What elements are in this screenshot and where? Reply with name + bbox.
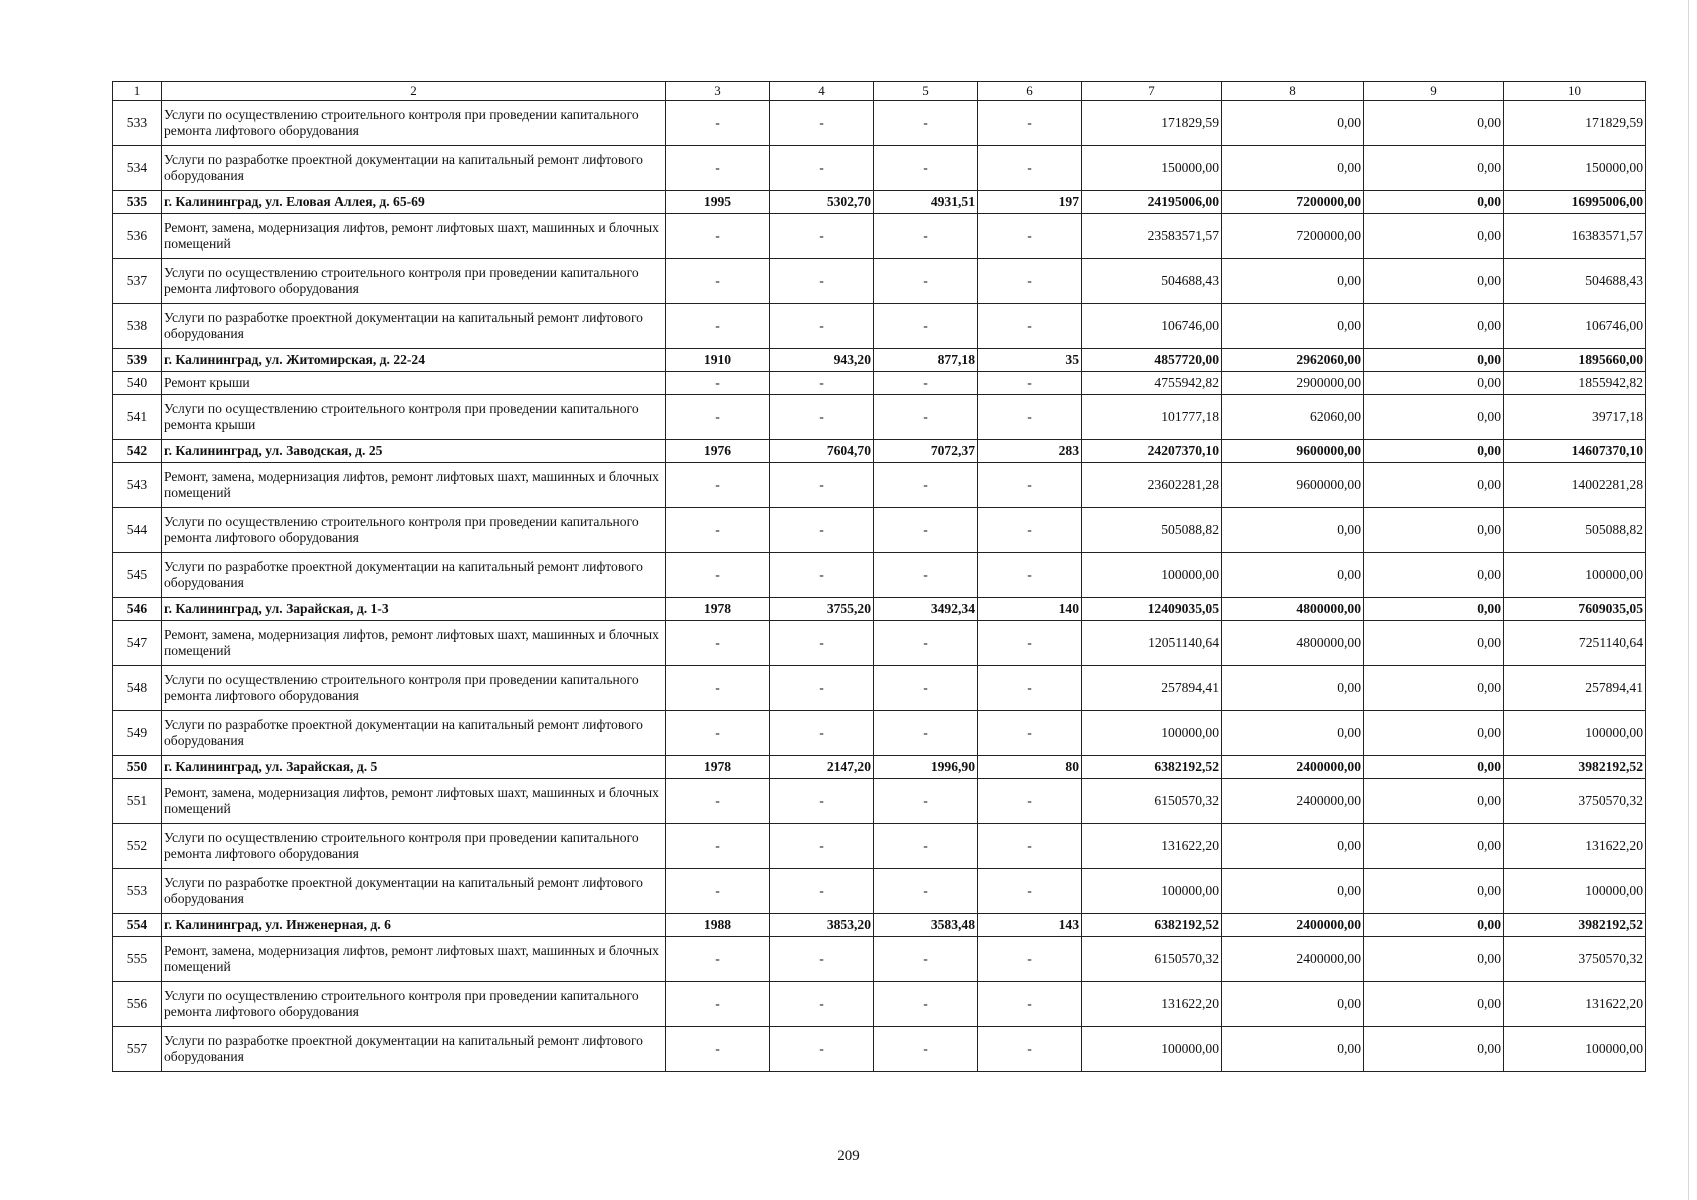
- cell-col-5: -: [874, 824, 978, 869]
- cell-col-5: -: [874, 553, 978, 598]
- cell-col-5: 877,18: [874, 349, 978, 372]
- cell-col-8: 0,00: [1222, 1027, 1364, 1072]
- work-description: Услуги по разработке проектной документации на капитальный ремонт лифтового оборудования: [162, 869, 666, 914]
- cell-col-8: 9600000,00: [1222, 463, 1364, 508]
- cell-col-3: -: [666, 982, 770, 1027]
- work-description: Ремонт, замена, модернизация лифтов, ремонт лифтовых шахт, машинных и блочных помещений: [162, 463, 666, 508]
- cell-col-9: 0,00: [1364, 553, 1504, 598]
- table-row: [113, 304, 1646, 349]
- cell-col-10: 505088,82: [1504, 508, 1646, 553]
- cell-col-4: -: [770, 463, 874, 508]
- capital-repair-table: [112, 81, 1646, 1072]
- row-number: 542: [113, 440, 162, 463]
- cell-col-8: 0,00: [1222, 824, 1364, 869]
- cell-col-5: -: [874, 869, 978, 914]
- table-row-address: [113, 349, 1646, 372]
- page-number: 209: [837, 1148, 860, 1164]
- cell-col-10: 100000,00: [1504, 553, 1646, 598]
- cell-col-4: -: [770, 304, 874, 349]
- cell-col-4: 5302,70: [770, 191, 874, 214]
- cell-col-9: 0,00: [1364, 372, 1504, 395]
- cell-col-4: 3755,20: [770, 598, 874, 621]
- cell-col-10: 3982192,52: [1504, 756, 1646, 779]
- cell-col-10: 3982192,52: [1504, 914, 1646, 937]
- cell-col-3: 1910: [666, 349, 770, 372]
- cell-col-9: 0,00: [1364, 259, 1504, 304]
- cell-col-9: 0,00: [1364, 395, 1504, 440]
- work-description: Услуги по разработке проектной документации на капитальный ремонт лифтового оборудования: [162, 304, 666, 349]
- row-number: 538: [113, 304, 162, 349]
- cell-col-9: 0,00: [1364, 508, 1504, 553]
- header-cell: 10: [1504, 82, 1646, 101]
- cell-col-5: -: [874, 304, 978, 349]
- cell-col-3: 1995: [666, 191, 770, 214]
- cell-col-5: -: [874, 937, 978, 982]
- cell-col-10: 100000,00: [1504, 711, 1646, 756]
- row-number: 555: [113, 937, 162, 982]
- cell-col-3: 1978: [666, 598, 770, 621]
- row-number: 548: [113, 666, 162, 711]
- cell-col-10: 3750570,32: [1504, 937, 1646, 982]
- cell-col-10: 3750570,32: [1504, 779, 1646, 824]
- cell-col-7: 4857720,00: [1082, 349, 1222, 372]
- cell-col-7: 23602281,28: [1082, 463, 1222, 508]
- cell-col-5: 3583,48: [874, 914, 978, 937]
- header-cell: 9: [1364, 82, 1504, 101]
- cell-col-8: 0,00: [1222, 259, 1364, 304]
- cell-col-9: 0,00: [1364, 1027, 1504, 1072]
- table-row: [113, 666, 1646, 711]
- header-cell: 3: [666, 82, 770, 101]
- cell-col-7: 100000,00: [1082, 553, 1222, 598]
- table-row-address: [113, 598, 1646, 621]
- cell-col-8: 0,00: [1222, 711, 1364, 756]
- cell-col-6: -: [978, 1027, 1082, 1072]
- cell-col-7: 6150570,32: [1082, 779, 1222, 824]
- cell-col-9: 0,00: [1364, 711, 1504, 756]
- cell-col-6: -: [978, 146, 1082, 191]
- cell-col-7: 504688,43: [1082, 259, 1222, 304]
- row-number: 556: [113, 982, 162, 1027]
- cell-col-10: 7609035,05: [1504, 598, 1646, 621]
- cell-col-7: 100000,00: [1082, 869, 1222, 914]
- address-cell: г. Калининград, ул. Еловая Аллея, д. 65-69: [162, 191, 666, 214]
- cell-col-10: 7251140,64: [1504, 621, 1646, 666]
- cell-col-4: 3853,20: [770, 914, 874, 937]
- cell-col-4: -: [770, 214, 874, 259]
- table-row: [113, 779, 1646, 824]
- cell-col-3: -: [666, 779, 770, 824]
- cell-col-8: 2400000,00: [1222, 914, 1364, 937]
- cell-col-5: 1996,90: [874, 756, 978, 779]
- cell-col-9: 0,00: [1364, 440, 1504, 463]
- row-number: 540: [113, 372, 162, 395]
- cell-col-8: 9600000,00: [1222, 440, 1364, 463]
- cell-col-6: -: [978, 869, 1082, 914]
- header-cell: 6: [978, 82, 1082, 101]
- cell-col-8: 4800000,00: [1222, 621, 1364, 666]
- work-description: Услуги по осуществлению строительного контроля при проведении капитального ремонта лифтового оборудования: [162, 508, 666, 553]
- cell-col-9: 0,00: [1364, 304, 1504, 349]
- cell-col-9: 0,00: [1364, 621, 1504, 666]
- cell-col-10: 14002281,28: [1504, 463, 1646, 508]
- cell-col-8: 4800000,00: [1222, 598, 1364, 621]
- address-cell: г. Калининград, ул. Житомирская, д. 22-24: [162, 349, 666, 372]
- cell-col-8: 0,00: [1222, 869, 1364, 914]
- cell-col-10: 504688,43: [1504, 259, 1646, 304]
- row-number: 545: [113, 553, 162, 598]
- cell-col-6: 35: [978, 349, 1082, 372]
- cell-col-6: -: [978, 372, 1082, 395]
- cell-col-3: -: [666, 666, 770, 711]
- cell-col-10: 131622,20: [1504, 824, 1646, 869]
- work-description: Услуги по разработке проектной документации на капитальный ремонт лифтового оборудования: [162, 146, 666, 191]
- cell-col-6: -: [978, 101, 1082, 146]
- cell-col-3: -: [666, 621, 770, 666]
- cell-col-6: -: [978, 666, 1082, 711]
- cell-col-6: -: [978, 779, 1082, 824]
- cell-col-3: -: [666, 553, 770, 598]
- cell-col-3: -: [666, 1027, 770, 1072]
- header-cell: 4: [770, 82, 874, 101]
- cell-col-8: 2400000,00: [1222, 937, 1364, 982]
- cell-col-6: -: [978, 463, 1082, 508]
- cell-col-8: 0,00: [1222, 146, 1364, 191]
- cell-col-7: 24195006,00: [1082, 191, 1222, 214]
- cell-col-4: -: [770, 101, 874, 146]
- cell-col-6: 197: [978, 191, 1082, 214]
- cell-col-3: 1988: [666, 914, 770, 937]
- cell-col-5: -: [874, 214, 978, 259]
- cell-col-4: -: [770, 779, 874, 824]
- table-row: [113, 711, 1646, 756]
- table-row: [113, 621, 1646, 666]
- cell-col-6: -: [978, 395, 1082, 440]
- work-description: Ремонт, замена, модернизация лифтов, ремонт лифтовых шахт, машинных и блочных помещений: [162, 621, 666, 666]
- work-description: Услуги по осуществлению строительного контроля при проведении капитального ремонта лифтового оборудования: [162, 666, 666, 711]
- cell-col-9: 0,00: [1364, 914, 1504, 937]
- work-description: Услуги по осуществлению строительного контроля при проведении капитального ремонта лифтового оборудования: [162, 824, 666, 869]
- cell-col-5: -: [874, 982, 978, 1027]
- cell-col-7: 106746,00: [1082, 304, 1222, 349]
- cell-col-3: -: [666, 214, 770, 259]
- cell-col-7: 4755942,82: [1082, 372, 1222, 395]
- table-row-address: [113, 440, 1646, 463]
- row-number: 546: [113, 598, 162, 621]
- cell-col-4: -: [770, 711, 874, 756]
- cell-col-6: -: [978, 553, 1082, 598]
- cell-col-7: 131622,20: [1082, 982, 1222, 1027]
- row-number: 554: [113, 914, 162, 937]
- cell-col-9: 0,00: [1364, 214, 1504, 259]
- cell-col-10: 131622,20: [1504, 982, 1646, 1027]
- cell-col-10: 150000,00: [1504, 146, 1646, 191]
- cell-col-6: -: [978, 982, 1082, 1027]
- row-number: 536: [113, 214, 162, 259]
- address-cell: г. Калининград, ул. Зарайская, д. 5: [162, 756, 666, 779]
- row-number: 544: [113, 508, 162, 553]
- row-number: 551: [113, 779, 162, 824]
- cell-col-3: -: [666, 508, 770, 553]
- cell-col-3: 1976: [666, 440, 770, 463]
- table-row: [113, 395, 1646, 440]
- cell-col-3: -: [666, 937, 770, 982]
- table-row: [113, 937, 1646, 982]
- row-number: 543: [113, 463, 162, 508]
- cell-col-8: 2400000,00: [1222, 756, 1364, 779]
- cell-col-4: -: [770, 666, 874, 711]
- table-row: [113, 824, 1646, 869]
- cell-col-6: 80: [978, 756, 1082, 779]
- cell-col-8: 2900000,00: [1222, 372, 1364, 395]
- cell-col-10: 1895660,00: [1504, 349, 1646, 372]
- cell-col-4: 7604,70: [770, 440, 874, 463]
- address-cell: г. Калининград, ул. Инженерная, д. 6: [162, 914, 666, 937]
- header-cell: 8: [1222, 82, 1364, 101]
- cell-col-5: 3492,34: [874, 598, 978, 621]
- work-description: Ремонт, замена, модернизация лифтов, ремонт лифтовых шахт, машинных и блочных помещений: [162, 779, 666, 824]
- cell-col-8: 0,00: [1222, 304, 1364, 349]
- cell-col-8: 7200000,00: [1222, 191, 1364, 214]
- cell-col-7: 505088,82: [1082, 508, 1222, 553]
- cell-col-10: 16383571,57: [1504, 214, 1646, 259]
- work-description: Услуги по разработке проектной документации на капитальный ремонт лифтового оборудования: [162, 1027, 666, 1072]
- cell-col-5: -: [874, 508, 978, 553]
- cell-col-3: -: [666, 372, 770, 395]
- header-cell: 1: [113, 82, 162, 101]
- cell-col-4: -: [770, 553, 874, 598]
- cell-col-7: 6382192,52: [1082, 914, 1222, 937]
- cell-col-9: 0,00: [1364, 666, 1504, 711]
- cell-col-9: 0,00: [1364, 779, 1504, 824]
- table-row: [113, 508, 1646, 553]
- header-cell: 5: [874, 82, 978, 101]
- row-number: 535: [113, 191, 162, 214]
- cell-col-7: 100000,00: [1082, 711, 1222, 756]
- cell-col-8: 0,00: [1222, 666, 1364, 711]
- cell-col-8: 0,00: [1222, 553, 1364, 598]
- cell-col-3: 1978: [666, 756, 770, 779]
- row-number: 539: [113, 349, 162, 372]
- address-cell: г. Калининград, ул. Заводская, д. 25: [162, 440, 666, 463]
- cell-col-9: 0,00: [1364, 937, 1504, 982]
- cell-col-6: -: [978, 259, 1082, 304]
- cell-col-9: 0,00: [1364, 598, 1504, 621]
- cell-col-10: 100000,00: [1504, 1027, 1646, 1072]
- cell-col-8: 0,00: [1222, 508, 1364, 553]
- table-row: [113, 869, 1646, 914]
- cell-col-6: -: [978, 621, 1082, 666]
- cell-col-4: -: [770, 824, 874, 869]
- cell-col-4: -: [770, 259, 874, 304]
- cell-col-4: -: [770, 395, 874, 440]
- cell-col-9: 0,00: [1364, 463, 1504, 508]
- header-cell: 7: [1082, 82, 1222, 101]
- table-row: [113, 372, 1646, 395]
- row-number: 541: [113, 395, 162, 440]
- cell-col-6: -: [978, 508, 1082, 553]
- cell-col-6: 140: [978, 598, 1082, 621]
- row-number: 537: [113, 259, 162, 304]
- cell-col-7: 12051140,64: [1082, 621, 1222, 666]
- cell-col-7: 101777,18: [1082, 395, 1222, 440]
- work-description: Услуги по осуществлению строительного контроля при проведении капитального ремонта лифтового оборудования: [162, 982, 666, 1027]
- table-row: [113, 463, 1646, 508]
- cell-col-3: -: [666, 259, 770, 304]
- work-description: Услуги по разработке проектной документации на капитальный ремонт лифтового оборудования: [162, 553, 666, 598]
- cell-col-5: -: [874, 666, 978, 711]
- cell-col-7: 12409035,05: [1082, 598, 1222, 621]
- cell-col-6: 283: [978, 440, 1082, 463]
- cell-col-5: -: [874, 463, 978, 508]
- cell-col-9: 0,00: [1364, 869, 1504, 914]
- work-description: Ремонт, замена, модернизация лифтов, ремонт лифтовых шахт, машинных и блочных помещений: [162, 214, 666, 259]
- cell-col-7: 257894,41: [1082, 666, 1222, 711]
- cell-col-9: 0,00: [1364, 824, 1504, 869]
- cell-col-3: -: [666, 711, 770, 756]
- row-number: 552: [113, 824, 162, 869]
- cell-col-8: 7200000,00: [1222, 214, 1364, 259]
- work-description: Ремонт, замена, модернизация лифтов, ремонт лифтовых шахт, машинных и блочных помещений: [162, 937, 666, 982]
- column-number-header: [113, 82, 1646, 101]
- cell-col-10: 100000,00: [1504, 869, 1646, 914]
- cell-col-4: -: [770, 1027, 874, 1072]
- cell-col-6: 143: [978, 914, 1082, 937]
- cell-col-10: 106746,00: [1504, 304, 1646, 349]
- cell-col-6: -: [978, 711, 1082, 756]
- table-row: [113, 553, 1646, 598]
- cell-col-4: -: [770, 937, 874, 982]
- cell-col-9: 0,00: [1364, 349, 1504, 372]
- cell-col-10: 39717,18: [1504, 395, 1646, 440]
- cell-col-8: 62060,00: [1222, 395, 1364, 440]
- table-row: [113, 214, 1646, 259]
- table-row: [113, 1027, 1646, 1072]
- work-description: Услуги по осуществлению строительного контроля при проведении капитального ремонта лифтового оборудования: [162, 259, 666, 304]
- cell-col-6: -: [978, 214, 1082, 259]
- cell-col-10: 14607370,10: [1504, 440, 1646, 463]
- row-number: 557: [113, 1027, 162, 1072]
- cell-col-3: -: [666, 101, 770, 146]
- row-number: 549: [113, 711, 162, 756]
- cell-col-9: 0,00: [1364, 982, 1504, 1027]
- cell-col-4: -: [770, 508, 874, 553]
- cell-col-5: -: [874, 259, 978, 304]
- cell-col-5: -: [874, 395, 978, 440]
- cell-col-7: 171829,59: [1082, 101, 1222, 146]
- cell-col-4: 2147,20: [770, 756, 874, 779]
- cell-col-6: -: [978, 937, 1082, 982]
- cell-col-8: 0,00: [1222, 101, 1364, 146]
- cell-col-3: -: [666, 395, 770, 440]
- table-row: [113, 982, 1646, 1027]
- table-row: [113, 259, 1646, 304]
- cell-col-10: 257894,41: [1504, 666, 1646, 711]
- cell-col-3: -: [666, 463, 770, 508]
- table-row: [113, 146, 1646, 191]
- cell-col-3: -: [666, 824, 770, 869]
- work-description: Услуги по осуществлению строительного контроля при проведении капитального ремонта лифтового оборудования: [162, 101, 666, 146]
- cell-col-4: -: [770, 869, 874, 914]
- cell-col-3: -: [666, 869, 770, 914]
- table-row-address: [113, 756, 1646, 779]
- cell-col-8: 2962060,00: [1222, 349, 1364, 372]
- row-number: 550: [113, 756, 162, 779]
- work-description: Услуги по разработке проектной документации на капитальный ремонт лифтового оборудования: [162, 711, 666, 756]
- cell-col-9: 0,00: [1364, 101, 1504, 146]
- table-row-address: [113, 191, 1646, 214]
- cell-col-7: 6382192,52: [1082, 756, 1222, 779]
- cell-col-4: -: [770, 146, 874, 191]
- header-cell: 2: [162, 82, 666, 101]
- row-number: 534: [113, 146, 162, 191]
- cell-col-8: 2400000,00: [1222, 779, 1364, 824]
- cell-col-9: 0,00: [1364, 191, 1504, 214]
- cell-col-5: 4931,51: [874, 191, 978, 214]
- cell-col-4: -: [770, 982, 874, 1027]
- cell-col-8: 0,00: [1222, 982, 1364, 1027]
- cell-col-5: -: [874, 146, 978, 191]
- cell-col-6: -: [978, 824, 1082, 869]
- cell-col-6: -: [978, 304, 1082, 349]
- cell-col-9: 0,00: [1364, 146, 1504, 191]
- scan-edge-line: [1688, 0, 1689, 1200]
- row-number: 547: [113, 621, 162, 666]
- cell-col-5: -: [874, 621, 978, 666]
- cell-col-7: 6150570,32: [1082, 937, 1222, 982]
- cell-col-4: -: [770, 621, 874, 666]
- address-cell: г. Калининград, ул. Зарайская, д. 1-3: [162, 598, 666, 621]
- table-body: [113, 82, 1646, 1072]
- cell-col-5: -: [874, 101, 978, 146]
- work-description: Ремонт крыши: [162, 372, 666, 395]
- table-row-address: [113, 914, 1646, 937]
- cell-col-10: 1855942,82: [1504, 372, 1646, 395]
- cell-col-5: -: [874, 779, 978, 824]
- work-description: Услуги по осуществлению строительного контроля при проведении капитального ремонта крыши: [162, 395, 666, 440]
- cell-col-7: 100000,00: [1082, 1027, 1222, 1072]
- cell-col-7: 131622,20: [1082, 824, 1222, 869]
- cell-col-5: -: [874, 1027, 978, 1072]
- cell-col-10: 16995006,00: [1504, 191, 1646, 214]
- table-row: [113, 101, 1646, 146]
- cell-col-4: -: [770, 372, 874, 395]
- cell-col-7: 24207370,10: [1082, 440, 1222, 463]
- cell-col-4: 943,20: [770, 349, 874, 372]
- cell-col-3: -: [666, 304, 770, 349]
- cell-col-10: 171829,59: [1504, 101, 1646, 146]
- cell-col-3: -: [666, 146, 770, 191]
- cell-col-9: 0,00: [1364, 756, 1504, 779]
- row-number: 533: [113, 101, 162, 146]
- cell-col-5: -: [874, 372, 978, 395]
- row-number: 553: [113, 869, 162, 914]
- cell-col-7: 23583571,57: [1082, 214, 1222, 259]
- cell-col-5: -: [874, 711, 978, 756]
- cell-col-7: 150000,00: [1082, 146, 1222, 191]
- cell-col-5: 7072,37: [874, 440, 978, 463]
